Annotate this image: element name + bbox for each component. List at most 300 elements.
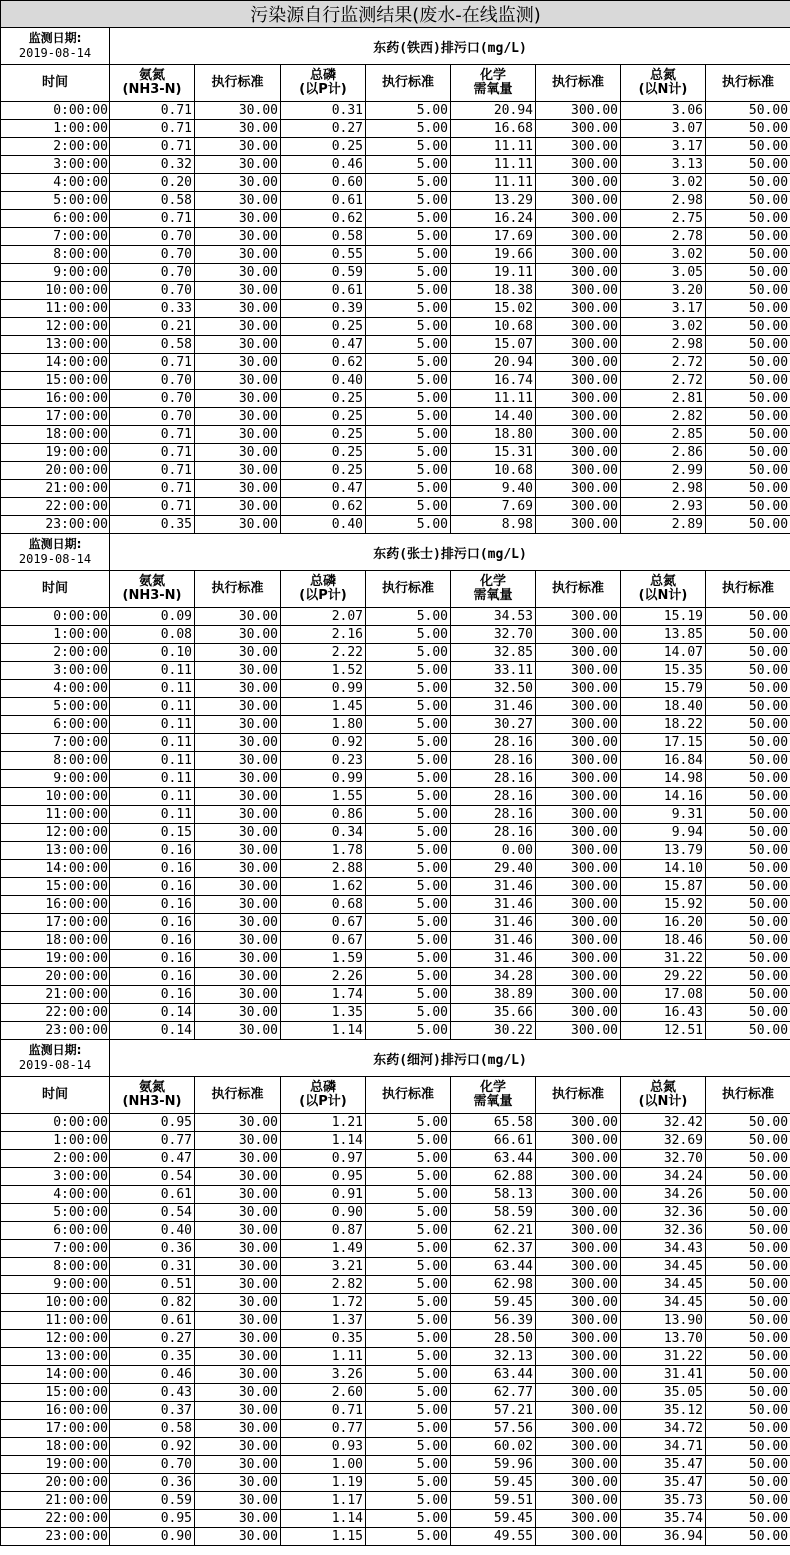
value-cell: 18.46 bbox=[621, 932, 706, 950]
value-cell: 65.58 bbox=[451, 1114, 536, 1132]
value-cell: 2.98 bbox=[621, 480, 706, 498]
table-row bbox=[1, 1312, 790, 1330]
value-cell: 0.37 bbox=[110, 1402, 195, 1420]
value-cell: 0.27 bbox=[281, 120, 366, 138]
value-cell: 1.14 bbox=[281, 1132, 366, 1150]
value-cell: 50.00 bbox=[706, 516, 790, 534]
value-cell: 50.00 bbox=[706, 950, 790, 968]
table-row bbox=[1, 1492, 790, 1510]
value-cell: 0.16 bbox=[110, 932, 195, 950]
value-cell: 300.00 bbox=[536, 770, 621, 788]
value-cell: 50.00 bbox=[706, 1204, 790, 1222]
value-cell: 300.00 bbox=[536, 1294, 621, 1312]
value-cell: 5.00 bbox=[366, 1114, 451, 1132]
value-cell: 5.00 bbox=[366, 1132, 451, 1150]
monitor-date-cell bbox=[1, 1040, 110, 1077]
value-cell: 0.00 bbox=[451, 842, 536, 860]
value-cell: 30.00 bbox=[195, 192, 281, 210]
value-cell: 300.00 bbox=[536, 300, 621, 318]
value-cell: 30.00 bbox=[195, 662, 281, 680]
value-cell: 17.15 bbox=[621, 734, 706, 752]
value-cell: 0.54 bbox=[110, 1168, 195, 1186]
table-row bbox=[1, 372, 790, 390]
value-cell: 300.00 bbox=[536, 156, 621, 174]
value-cell: 300.00 bbox=[536, 1022, 621, 1040]
value-cell: 5.00 bbox=[366, 1402, 451, 1420]
value-cell: 30.00 bbox=[195, 156, 281, 174]
value-cell: 10.68 bbox=[451, 462, 536, 480]
value-cell: 62.21 bbox=[451, 1222, 536, 1240]
value-cell: 5.00 bbox=[366, 734, 451, 752]
value-cell: 5.00 bbox=[366, 516, 451, 534]
value-cell: 14.07 bbox=[621, 644, 706, 662]
value-cell: 0.58 bbox=[110, 336, 195, 354]
table-row bbox=[1, 1132, 790, 1150]
value-cell: 50.00 bbox=[706, 626, 790, 644]
value-cell: 5.00 bbox=[366, 770, 451, 788]
monitor-date-label: 监测日期: bbox=[28, 537, 82, 551]
table-row bbox=[1, 734, 790, 752]
value-cell: 5.00 bbox=[366, 644, 451, 662]
table-row bbox=[1, 390, 790, 408]
table-row bbox=[1, 138, 790, 156]
time-cell: 9:00:00 bbox=[1, 1276, 110, 1294]
value-cell: 63.44 bbox=[451, 1366, 536, 1384]
value-cell: 0.71 bbox=[110, 102, 195, 120]
column-header bbox=[195, 571, 281, 608]
value-cell: 300.00 bbox=[536, 716, 621, 734]
value-cell: 35.73 bbox=[621, 1492, 706, 1510]
value-cell: 31.46 bbox=[451, 932, 536, 950]
value-cell: 50.00 bbox=[706, 644, 790, 662]
value-cell: 30.00 bbox=[195, 300, 281, 318]
time-cell: 9:00:00 bbox=[1, 264, 110, 282]
value-cell: 2.89 bbox=[621, 516, 706, 534]
value-cell: 0.27 bbox=[110, 1330, 195, 1348]
value-cell: 1.59 bbox=[281, 950, 366, 968]
value-cell: 0.71 bbox=[110, 138, 195, 156]
table-row bbox=[1, 1240, 790, 1258]
time-cell: 16:00:00 bbox=[1, 1402, 110, 1420]
value-cell: 0.71 bbox=[110, 480, 195, 498]
value-cell: 5.00 bbox=[366, 354, 451, 372]
column-header-line: 执行标准 bbox=[551, 581, 604, 596]
value-cell: 14.40 bbox=[451, 408, 536, 426]
value-cell: 0.70 bbox=[110, 390, 195, 408]
value-cell: 0.25 bbox=[281, 426, 366, 444]
value-cell: 5.00 bbox=[366, 1528, 451, 1546]
value-cell: 300.00 bbox=[536, 860, 621, 878]
table-row bbox=[1, 626, 790, 644]
time-cell: 11:00:00 bbox=[1, 1312, 110, 1330]
value-cell: 34.53 bbox=[451, 608, 536, 626]
table-row bbox=[1, 842, 790, 860]
time-cell: 15:00:00 bbox=[1, 878, 110, 896]
value-cell: 50.00 bbox=[706, 426, 790, 444]
value-cell: 0.61 bbox=[281, 282, 366, 300]
value-cell: 28.16 bbox=[451, 734, 536, 752]
value-cell: 30.00 bbox=[195, 372, 281, 390]
value-cell: 300.00 bbox=[536, 462, 621, 480]
column-header bbox=[110, 65, 195, 102]
value-cell: 15.87 bbox=[621, 878, 706, 896]
value-cell: 0.11 bbox=[110, 770, 195, 788]
time-cell: 14:00:00 bbox=[1, 354, 110, 372]
value-cell: 30.00 bbox=[195, 390, 281, 408]
value-cell: 28.16 bbox=[451, 770, 536, 788]
value-cell: 0.82 bbox=[110, 1294, 195, 1312]
time-cell: 5:00:00 bbox=[1, 698, 110, 716]
column-header-line: (以N计) bbox=[638, 588, 688, 603]
table-row bbox=[1, 788, 790, 806]
value-cell: 0.67 bbox=[281, 914, 366, 932]
value-cell: 35.47 bbox=[621, 1456, 706, 1474]
value-cell: 0.77 bbox=[281, 1420, 366, 1438]
value-cell: 0.16 bbox=[110, 860, 195, 878]
value-cell: 31.46 bbox=[451, 698, 536, 716]
table-row bbox=[1, 480, 790, 498]
value-cell: 30.00 bbox=[195, 498, 281, 516]
value-cell: 34.43 bbox=[621, 1240, 706, 1258]
time-cell: 14:00:00 bbox=[1, 1366, 110, 1384]
value-cell: 2.75 bbox=[621, 210, 706, 228]
value-cell: 50.00 bbox=[706, 336, 790, 354]
time-cell: 3:00:00 bbox=[1, 1168, 110, 1186]
time-cell: 10:00:00 bbox=[1, 788, 110, 806]
column-header bbox=[706, 571, 790, 608]
value-cell: 0.59 bbox=[281, 264, 366, 282]
value-cell: 50.00 bbox=[706, 1474, 790, 1492]
value-cell: 0.11 bbox=[110, 716, 195, 734]
value-cell: 50.00 bbox=[706, 914, 790, 932]
column-header-line: 时间 bbox=[41, 581, 68, 596]
time-cell: 20:00:00 bbox=[1, 1474, 110, 1492]
table-row bbox=[1, 498, 790, 516]
column-header-row bbox=[1, 571, 790, 608]
value-cell: 2.26 bbox=[281, 968, 366, 986]
value-cell: 50.00 bbox=[706, 1312, 790, 1330]
value-cell: 300.00 bbox=[536, 986, 621, 1004]
value-cell: 50.00 bbox=[706, 1294, 790, 1312]
time-cell: 7:00:00 bbox=[1, 1240, 110, 1258]
time-cell: 15:00:00 bbox=[1, 372, 110, 390]
value-cell: 0.70 bbox=[110, 282, 195, 300]
section-meta-row bbox=[1, 28, 790, 65]
value-cell: 300.00 bbox=[536, 1528, 621, 1546]
value-cell: 5.00 bbox=[366, 1492, 451, 1510]
value-cell: 59.45 bbox=[451, 1474, 536, 1492]
column-header-line: 总氮 bbox=[649, 574, 676, 589]
value-cell: 0.59 bbox=[110, 1492, 195, 1510]
value-cell: 0.16 bbox=[110, 896, 195, 914]
value-cell: 63.44 bbox=[451, 1258, 536, 1276]
value-cell: 3.17 bbox=[621, 138, 706, 156]
value-cell: 30.00 bbox=[195, 246, 281, 264]
value-cell: 1.49 bbox=[281, 1240, 366, 1258]
time-cell: 17:00:00 bbox=[1, 408, 110, 426]
column-header bbox=[195, 1077, 281, 1114]
time-cell: 12:00:00 bbox=[1, 824, 110, 842]
value-cell: 5.00 bbox=[366, 1348, 451, 1366]
value-cell: 300.00 bbox=[536, 120, 621, 138]
value-cell: 0.20 bbox=[110, 174, 195, 192]
time-cell: 18:00:00 bbox=[1, 932, 110, 950]
value-cell: 0.71 bbox=[281, 1402, 366, 1420]
value-cell: 9.31 bbox=[621, 806, 706, 824]
value-cell: 50.00 bbox=[706, 210, 790, 228]
value-cell: 5.00 bbox=[366, 878, 451, 896]
value-cell: 3.26 bbox=[281, 1366, 366, 1384]
time-cell: 5:00:00 bbox=[1, 192, 110, 210]
value-cell: 50.00 bbox=[706, 662, 790, 680]
value-cell: 300.00 bbox=[536, 896, 621, 914]
table-row bbox=[1, 1276, 790, 1294]
table-row bbox=[1, 516, 790, 534]
value-cell: 50.00 bbox=[706, 1456, 790, 1474]
value-cell: 30.00 bbox=[195, 120, 281, 138]
table-row bbox=[1, 1004, 790, 1022]
column-header-line: 氨氮 bbox=[138, 574, 165, 589]
value-cell: 62.37 bbox=[451, 1240, 536, 1258]
value-cell: 0.51 bbox=[110, 1276, 195, 1294]
table-row bbox=[1, 914, 790, 932]
column-header-line: (NH3-N) bbox=[122, 1094, 182, 1109]
value-cell: 1.35 bbox=[281, 1004, 366, 1022]
value-cell: 30.00 bbox=[195, 1022, 281, 1040]
value-cell: 57.21 bbox=[451, 1402, 536, 1420]
value-cell: 3.05 bbox=[621, 264, 706, 282]
value-cell: 50.00 bbox=[706, 1366, 790, 1384]
time-cell: 15:00:00 bbox=[1, 1384, 110, 1402]
time-cell: 13:00:00 bbox=[1, 842, 110, 860]
value-cell: 5.00 bbox=[366, 1222, 451, 1240]
value-cell: 50.00 bbox=[706, 932, 790, 950]
value-cell: 59.45 bbox=[451, 1510, 536, 1528]
time-cell: 21:00:00 bbox=[1, 986, 110, 1004]
value-cell: 59.51 bbox=[451, 1492, 536, 1510]
column-header-line: 总磷 bbox=[309, 1080, 336, 1095]
column-header-line: 氨氮 bbox=[138, 1080, 165, 1095]
time-cell: 12:00:00 bbox=[1, 318, 110, 336]
outlet-title: 东药(铁西)排污口(mg/L) bbox=[110, 28, 790, 65]
time-cell: 17:00:00 bbox=[1, 914, 110, 932]
value-cell: 30.00 bbox=[195, 986, 281, 1004]
value-cell: 5.00 bbox=[366, 914, 451, 932]
value-cell: 30.00 bbox=[195, 824, 281, 842]
value-cell: 50.00 bbox=[706, 174, 790, 192]
value-cell: 14.10 bbox=[621, 860, 706, 878]
table-row bbox=[1, 878, 790, 896]
table-row bbox=[1, 336, 790, 354]
value-cell: 300.00 bbox=[536, 1348, 621, 1366]
value-cell: 1.37 bbox=[281, 1312, 366, 1330]
table-row bbox=[1, 806, 790, 824]
value-cell: 300.00 bbox=[536, 246, 621, 264]
value-cell: 300.00 bbox=[536, 480, 621, 498]
value-cell: 0.46 bbox=[110, 1366, 195, 1384]
value-cell: 1.11 bbox=[281, 1348, 366, 1366]
value-cell: 28.16 bbox=[451, 824, 536, 842]
value-cell: 30.00 bbox=[195, 210, 281, 228]
table-row bbox=[1, 192, 790, 210]
value-cell: 300.00 bbox=[536, 1492, 621, 1510]
value-cell: 30.00 bbox=[195, 444, 281, 462]
value-cell: 58.59 bbox=[451, 1204, 536, 1222]
value-cell: 30.27 bbox=[451, 716, 536, 734]
value-cell: 300.00 bbox=[536, 608, 621, 626]
outlet-title: 东药(细河)排污口(mg/L) bbox=[110, 1040, 790, 1077]
time-cell: 21:00:00 bbox=[1, 480, 110, 498]
value-cell: 2.98 bbox=[621, 192, 706, 210]
value-cell: 34.72 bbox=[621, 1420, 706, 1438]
value-cell: 300.00 bbox=[536, 1438, 621, 1456]
value-cell: 5.00 bbox=[366, 752, 451, 770]
time-cell: 23:00:00 bbox=[1, 1528, 110, 1546]
table-row bbox=[1, 1186, 790, 1204]
column-header bbox=[281, 571, 366, 608]
value-cell: 16.68 bbox=[451, 120, 536, 138]
time-cell: 9:00:00 bbox=[1, 770, 110, 788]
value-cell: 50.00 bbox=[706, 1438, 790, 1456]
table-row bbox=[1, 1348, 790, 1366]
value-cell: 0.93 bbox=[281, 1438, 366, 1456]
column-header bbox=[536, 571, 621, 608]
value-cell: 30.00 bbox=[195, 1456, 281, 1474]
value-cell: 300.00 bbox=[536, 1240, 621, 1258]
value-cell: 30.00 bbox=[195, 318, 281, 336]
value-cell: 30.00 bbox=[195, 462, 281, 480]
value-cell: 30.00 bbox=[195, 1384, 281, 1402]
value-cell: 0.16 bbox=[110, 950, 195, 968]
column-header-line: (以N计) bbox=[638, 1094, 688, 1109]
value-cell: 30.00 bbox=[195, 228, 281, 246]
time-cell: 2:00:00 bbox=[1, 644, 110, 662]
value-cell: 2.82 bbox=[281, 1276, 366, 1294]
value-cell: 11.11 bbox=[451, 156, 536, 174]
value-cell: 300.00 bbox=[536, 1168, 621, 1186]
value-cell: 16.84 bbox=[621, 752, 706, 770]
value-cell: 2.72 bbox=[621, 372, 706, 390]
value-cell: 50.00 bbox=[706, 1114, 790, 1132]
value-cell: 0.35 bbox=[281, 1330, 366, 1348]
value-cell: 1.21 bbox=[281, 1114, 366, 1132]
value-cell: 9.40 bbox=[451, 480, 536, 498]
section-meta-row bbox=[1, 534, 790, 571]
time-cell: 7:00:00 bbox=[1, 228, 110, 246]
value-cell: 300.00 bbox=[536, 1258, 621, 1276]
value-cell: 300.00 bbox=[536, 102, 621, 120]
value-cell: 62.98 bbox=[451, 1276, 536, 1294]
value-cell: 300.00 bbox=[536, 1204, 621, 1222]
value-cell: 50.00 bbox=[706, 1384, 790, 1402]
table-row bbox=[1, 860, 790, 878]
column-header-line: 执行标准 bbox=[722, 1087, 775, 1102]
table-row bbox=[1, 444, 790, 462]
time-cell: 3:00:00 bbox=[1, 662, 110, 680]
table-row bbox=[1, 1420, 790, 1438]
table-row bbox=[1, 608, 790, 626]
value-cell: 34.45 bbox=[621, 1294, 706, 1312]
value-cell: 2.81 bbox=[621, 390, 706, 408]
value-cell: 50.00 bbox=[706, 444, 790, 462]
table-row bbox=[1, 1456, 790, 1474]
value-cell: 15.79 bbox=[621, 680, 706, 698]
value-cell: 59.96 bbox=[451, 1456, 536, 1474]
value-cell: 0.16 bbox=[110, 914, 195, 932]
value-cell: 300.00 bbox=[536, 1420, 621, 1438]
value-cell: 30.00 bbox=[195, 1186, 281, 1204]
value-cell: 0.70 bbox=[110, 264, 195, 282]
value-cell: 30.00 bbox=[195, 138, 281, 156]
value-cell: 0.61 bbox=[281, 192, 366, 210]
table-row bbox=[1, 662, 790, 680]
value-cell: 32.70 bbox=[621, 1150, 706, 1168]
value-cell: 2.82 bbox=[621, 408, 706, 426]
value-cell: 18.22 bbox=[621, 716, 706, 734]
value-cell: 30.00 bbox=[195, 1510, 281, 1528]
value-cell: 300.00 bbox=[536, 372, 621, 390]
value-cell: 30.00 bbox=[195, 1258, 281, 1276]
value-cell: 28.50 bbox=[451, 1330, 536, 1348]
value-cell: 1.14 bbox=[281, 1022, 366, 1040]
value-cell: 0.25 bbox=[281, 444, 366, 462]
value-cell: 31.46 bbox=[451, 914, 536, 932]
value-cell: 30.00 bbox=[195, 1150, 281, 1168]
value-cell: 300.00 bbox=[536, 950, 621, 968]
column-header bbox=[366, 65, 451, 102]
time-cell: 7:00:00 bbox=[1, 734, 110, 752]
value-cell: 5.00 bbox=[366, 1204, 451, 1222]
value-cell: 0.62 bbox=[281, 498, 366, 516]
value-cell: 11.11 bbox=[451, 174, 536, 192]
value-cell: 2.78 bbox=[621, 228, 706, 246]
table-row bbox=[1, 300, 790, 318]
value-cell: 0.47 bbox=[281, 480, 366, 498]
value-cell: 0.16 bbox=[110, 968, 195, 986]
column-header-line: 总磷 bbox=[309, 68, 336, 83]
value-cell: 0.46 bbox=[281, 156, 366, 174]
value-cell: 3.17 bbox=[621, 300, 706, 318]
time-cell: 23:00:00 bbox=[1, 516, 110, 534]
time-cell: 13:00:00 bbox=[1, 1348, 110, 1366]
value-cell: 0.86 bbox=[281, 806, 366, 824]
value-cell: 0.71 bbox=[110, 210, 195, 228]
value-cell: 5.00 bbox=[366, 1240, 451, 1258]
value-cell: 50.00 bbox=[706, 806, 790, 824]
value-cell: 56.39 bbox=[451, 1312, 536, 1330]
table-row bbox=[1, 752, 790, 770]
time-cell: 5:00:00 bbox=[1, 1204, 110, 1222]
value-cell: 30.00 bbox=[195, 860, 281, 878]
time-cell: 6:00:00 bbox=[1, 210, 110, 228]
value-cell: 30.00 bbox=[195, 788, 281, 806]
column-header-row bbox=[1, 1077, 790, 1114]
value-cell: 5.00 bbox=[366, 716, 451, 734]
value-cell: 0.54 bbox=[110, 1204, 195, 1222]
value-cell: 0.25 bbox=[281, 390, 366, 408]
value-cell: 50.00 bbox=[706, 390, 790, 408]
value-cell: 0.25 bbox=[281, 138, 366, 156]
value-cell: 30.00 bbox=[195, 1222, 281, 1240]
value-cell: 50.00 bbox=[706, 716, 790, 734]
value-cell: 59.45 bbox=[451, 1294, 536, 1312]
value-cell: 50.00 bbox=[706, 878, 790, 896]
time-cell: 12:00:00 bbox=[1, 1330, 110, 1348]
table-row bbox=[1, 354, 790, 372]
value-cell: 5.00 bbox=[366, 264, 451, 282]
value-cell: 30.00 bbox=[195, 1240, 281, 1258]
column-header-line: 执行标准 bbox=[381, 75, 434, 90]
